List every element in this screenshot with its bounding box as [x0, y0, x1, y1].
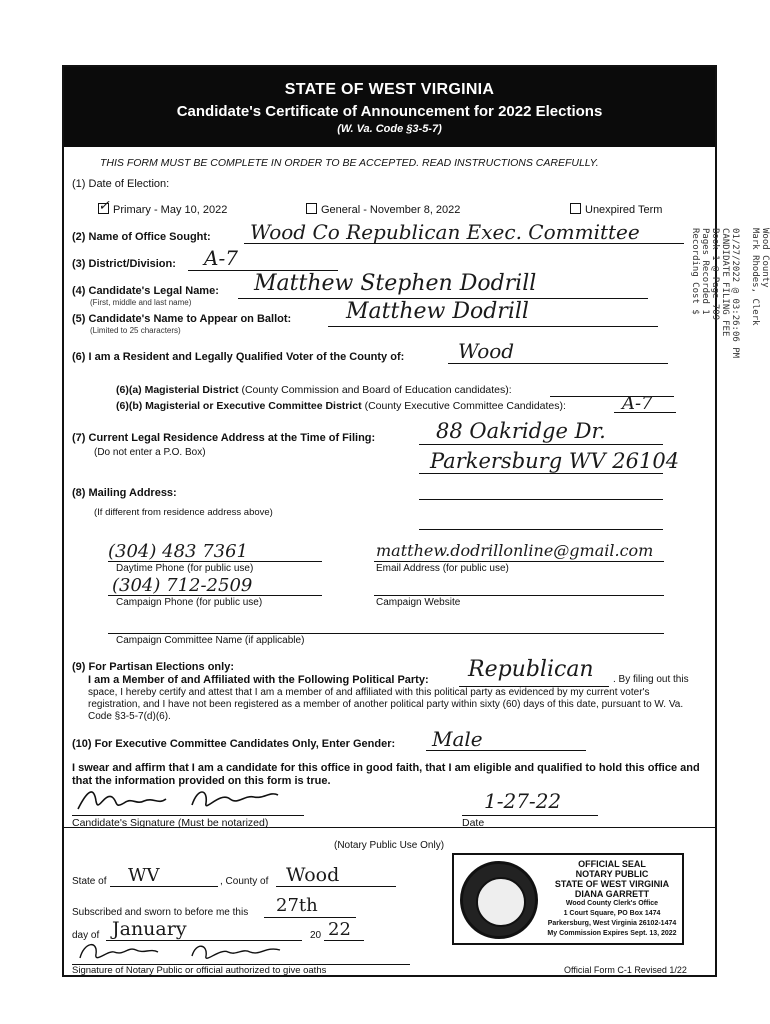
notary-day-value[interactable]: 27th — [276, 895, 318, 916]
q5-line — [328, 326, 658, 327]
notary-dayof-label: day of — [72, 930, 100, 941]
seal-text — [542, 859, 682, 939]
primary-label: Primary - May 10, 2022 — [113, 204, 228, 216]
date-line — [462, 815, 598, 816]
date-label: Date — [462, 817, 485, 829]
campaign-phone-line — [108, 595, 322, 596]
seal-line-8: My Commission Expires Sept. 13, 2022 — [547, 930, 677, 937]
campaign-phone-value[interactable]: (304) 712-2509 — [112, 575, 253, 596]
notary-signature-label: Signature of Notary Public or official authorized to give oaths — [72, 965, 327, 976]
signature-line — [72, 815, 304, 816]
party-value[interactable]: Republican — [468, 657, 594, 682]
q7-line1 — [419, 444, 663, 445]
notary-state-value[interactable]: WV — [128, 865, 160, 886]
email-label: Email Address (for public use) — [376, 563, 509, 574]
residence-line2-value[interactable]: Parkersburg WV 26104 — [430, 449, 680, 473]
stamp-pages: Pages Recorded 1 — [700, 228, 710, 315]
unexpired-checkbox[interactable] — [570, 203, 581, 214]
notary-state-line — [110, 886, 218, 887]
email-value[interactable]: matthew.dodrillonline@gmail.com — [376, 541, 654, 560]
notary-section — [64, 827, 715, 978]
seal-line-1: OFFICIAL SEAL — [578, 859, 646, 869]
general-label: General - November 8, 2022 — [321, 204, 461, 216]
q9-label: (9) For Partisan Elections only: — [72, 661, 234, 673]
seal-line-7: Parkersburg, West Virginia 26102-1474 — [547, 920, 677, 927]
state-seal-icon — [460, 861, 538, 939]
q9-text: space, I hereby certify and attest that I am a member of and affiliated with this political party as evidenced by my current voter's registration, and I have not been registered as a member of another political party within sixty (60) days of this date, pursuant to W. Va. Code §3-5-7(d)(6). — [88, 687, 684, 722]
daytime-phone-value[interactable]: (304) 483 7361 — [108, 541, 249, 562]
general-checkbox[interactable] — [306, 203, 317, 214]
mailing-line1 — [419, 499, 663, 500]
seal-line-2: NOTARY PUBLIC — [575, 869, 649, 879]
notary-year-prefix: 20 — [310, 930, 322, 941]
date-value[interactable]: 1-27-22 — [484, 789, 562, 813]
daytime-phone-line — [108, 561, 322, 562]
seal-line-5: Wood County Clerk's Office — [565, 900, 659, 907]
notary-sworn-label: Subscribed and sworn to before me this — [72, 907, 249, 918]
notary-county-line — [276, 886, 396, 887]
q6b-note: (County Executive Committee Candidates): — [364, 400, 566, 412]
notary-signature[interactable] — [74, 938, 314, 966]
notary-year-line — [324, 940, 364, 941]
q6a-line — [550, 396, 674, 397]
unexpired-option[interactable] — [570, 203, 662, 216]
q6-line — [448, 363, 668, 364]
form-title: STATE OF WEST VIRGINIA — [284, 81, 495, 98]
q1-label: (1) Date of Election: — [72, 178, 170, 190]
website-label: Campaign Website — [376, 597, 461, 608]
q5-label: (5) Candidate's Name to Appear on Ballot: — [72, 313, 292, 325]
committee-label: Campaign Committee Name (if applicable) — [116, 635, 305, 646]
ballot-name-value[interactable]: Matthew Dodrill — [346, 299, 529, 324]
seal-line-4: DIANA GARRETT — [574, 889, 650, 899]
q9-tail: . By filing out this — [613, 674, 689, 685]
notary-day-line — [264, 917, 356, 918]
form-header — [64, 67, 715, 147]
notary-heading: (Notary Public Use Only) — [334, 840, 445, 851]
stamp-cost: Recording Cost $ — [690, 228, 700, 315]
q6b-row — [116, 400, 566, 412]
oath-text: I swear and affirm that I am a candidate for this office in good faith, that I am eligible and qualified to hold this office and that the information provided on this form is true. — [72, 762, 700, 787]
stamp-datetime: 01/27/2022 @ 03:26:06 PM — [730, 228, 740, 359]
signature-scribble-icon — [74, 783, 304, 817]
q6a-label: (6)(a) Magisterial District — [116, 384, 239, 396]
signature-label: Candidate's Signature (Must be notarized) — [72, 817, 269, 829]
notary-county-label: , County of — [220, 876, 269, 887]
county-value[interactable]: Wood — [458, 339, 515, 363]
stamp-fee: CANDIDATE FILING FEE — [720, 228, 730, 337]
committee-line — [108, 633, 664, 634]
stamp-book: Book 1 @ Page 709 — [710, 228, 720, 321]
notary-signature-scribble-icon — [74, 938, 314, 966]
q3-label: (3) District/Division: — [72, 258, 176, 270]
general-option[interactable] — [306, 203, 460, 216]
notary-year-value[interactable]: 22 — [328, 919, 351, 940]
form-id: Official Form C-1 Revised 1/22 — [564, 965, 687, 975]
website-line — [374, 595, 664, 596]
primary-checkbox[interactable]: ✓ — [98, 198, 110, 214]
q2-label: (2) Name of Office Sought: — [72, 231, 211, 243]
q6b-label: (6)(b) Magisterial or Executive Committee District — [116, 400, 362, 412]
instructions: THIS FORM MUST BE COMPLETE IN ORDER TO BE ACCEPTED. READ INSTRUCTIONS CAREFULLY. — [100, 157, 599, 169]
gender-value[interactable]: Male — [432, 727, 483, 751]
unexpired-label: Unexpired Term — [585, 204, 663, 216]
legal-code: (W. Va. Code §3-5-7) — [337, 123, 442, 135]
certificate-form — [62, 65, 717, 977]
daytime-phone-label: Daytime Phone (for public use) — [116, 563, 254, 574]
q4-label: (4) Candidate's Legal Name: — [72, 285, 219, 297]
stamp-clerk: Mark Rhodes, Clerk — [750, 228, 760, 326]
seal-line-6: 1 Court Square, PO Box 1474 — [563, 910, 661, 917]
notary-seal — [452, 853, 684, 945]
notary-county-value[interactable]: Wood — [286, 864, 340, 886]
q10-label: (10) For Executive Committee Candidates Only, Enter Gender: — [72, 738, 396, 750]
exec-district-value[interactable]: A-7 — [622, 393, 653, 414]
notary-month-value[interactable]: January — [112, 918, 187, 940]
q4-note: (First, middle and last name) — [90, 298, 192, 307]
email-line — [374, 561, 664, 562]
candidate-signature[interactable] — [74, 783, 304, 817]
stamp-county: Wood County — [760, 228, 770, 288]
q8-label: (8) Mailing Address: — [72, 487, 177, 499]
q7-label: (7) Current Legal Residence Address at the Time of Filing: — [72, 432, 376, 444]
q6a-row — [116, 384, 512, 396]
campaign-phone-label: Campaign Phone (for public use) — [116, 597, 263, 608]
form-subtitle: Candidate's Certificate of Announcement for 2022 Elections — [176, 103, 603, 120]
residence-line1-value[interactable]: 88 Oakridge Dr. — [436, 419, 606, 443]
district-value[interactable]: A-7 — [204, 246, 238, 270]
office-sought-value[interactable]: Wood Co Republican Exec. Committee — [250, 220, 640, 244]
q8-note: (If different from residence address above) — [94, 507, 273, 518]
q7-note: (Do not enter a P.O. Box) — [94, 447, 206, 458]
q9-line: I am a Member of and Affiliated with the Following Political Party: — [88, 674, 429, 686]
mailing-line2 — [419, 529, 663, 530]
q7-line2 — [419, 473, 663, 474]
notary-state-label: State of — [72, 876, 107, 887]
q6-label: (6) I am a Resident and Legally Qualified Voter of the County of: — [72, 351, 405, 363]
primary-option[interactable] — [98, 198, 228, 216]
seal-line-3: STATE OF WEST VIRGINIA — [554, 879, 670, 889]
q6a-note: (County Commission and Board of Education candidates): — [241, 384, 512, 396]
legal-name-value[interactable]: Matthew Stephen Dodrill — [254, 271, 537, 296]
q5-note: (Limited to 25 characters) — [90, 326, 181, 335]
